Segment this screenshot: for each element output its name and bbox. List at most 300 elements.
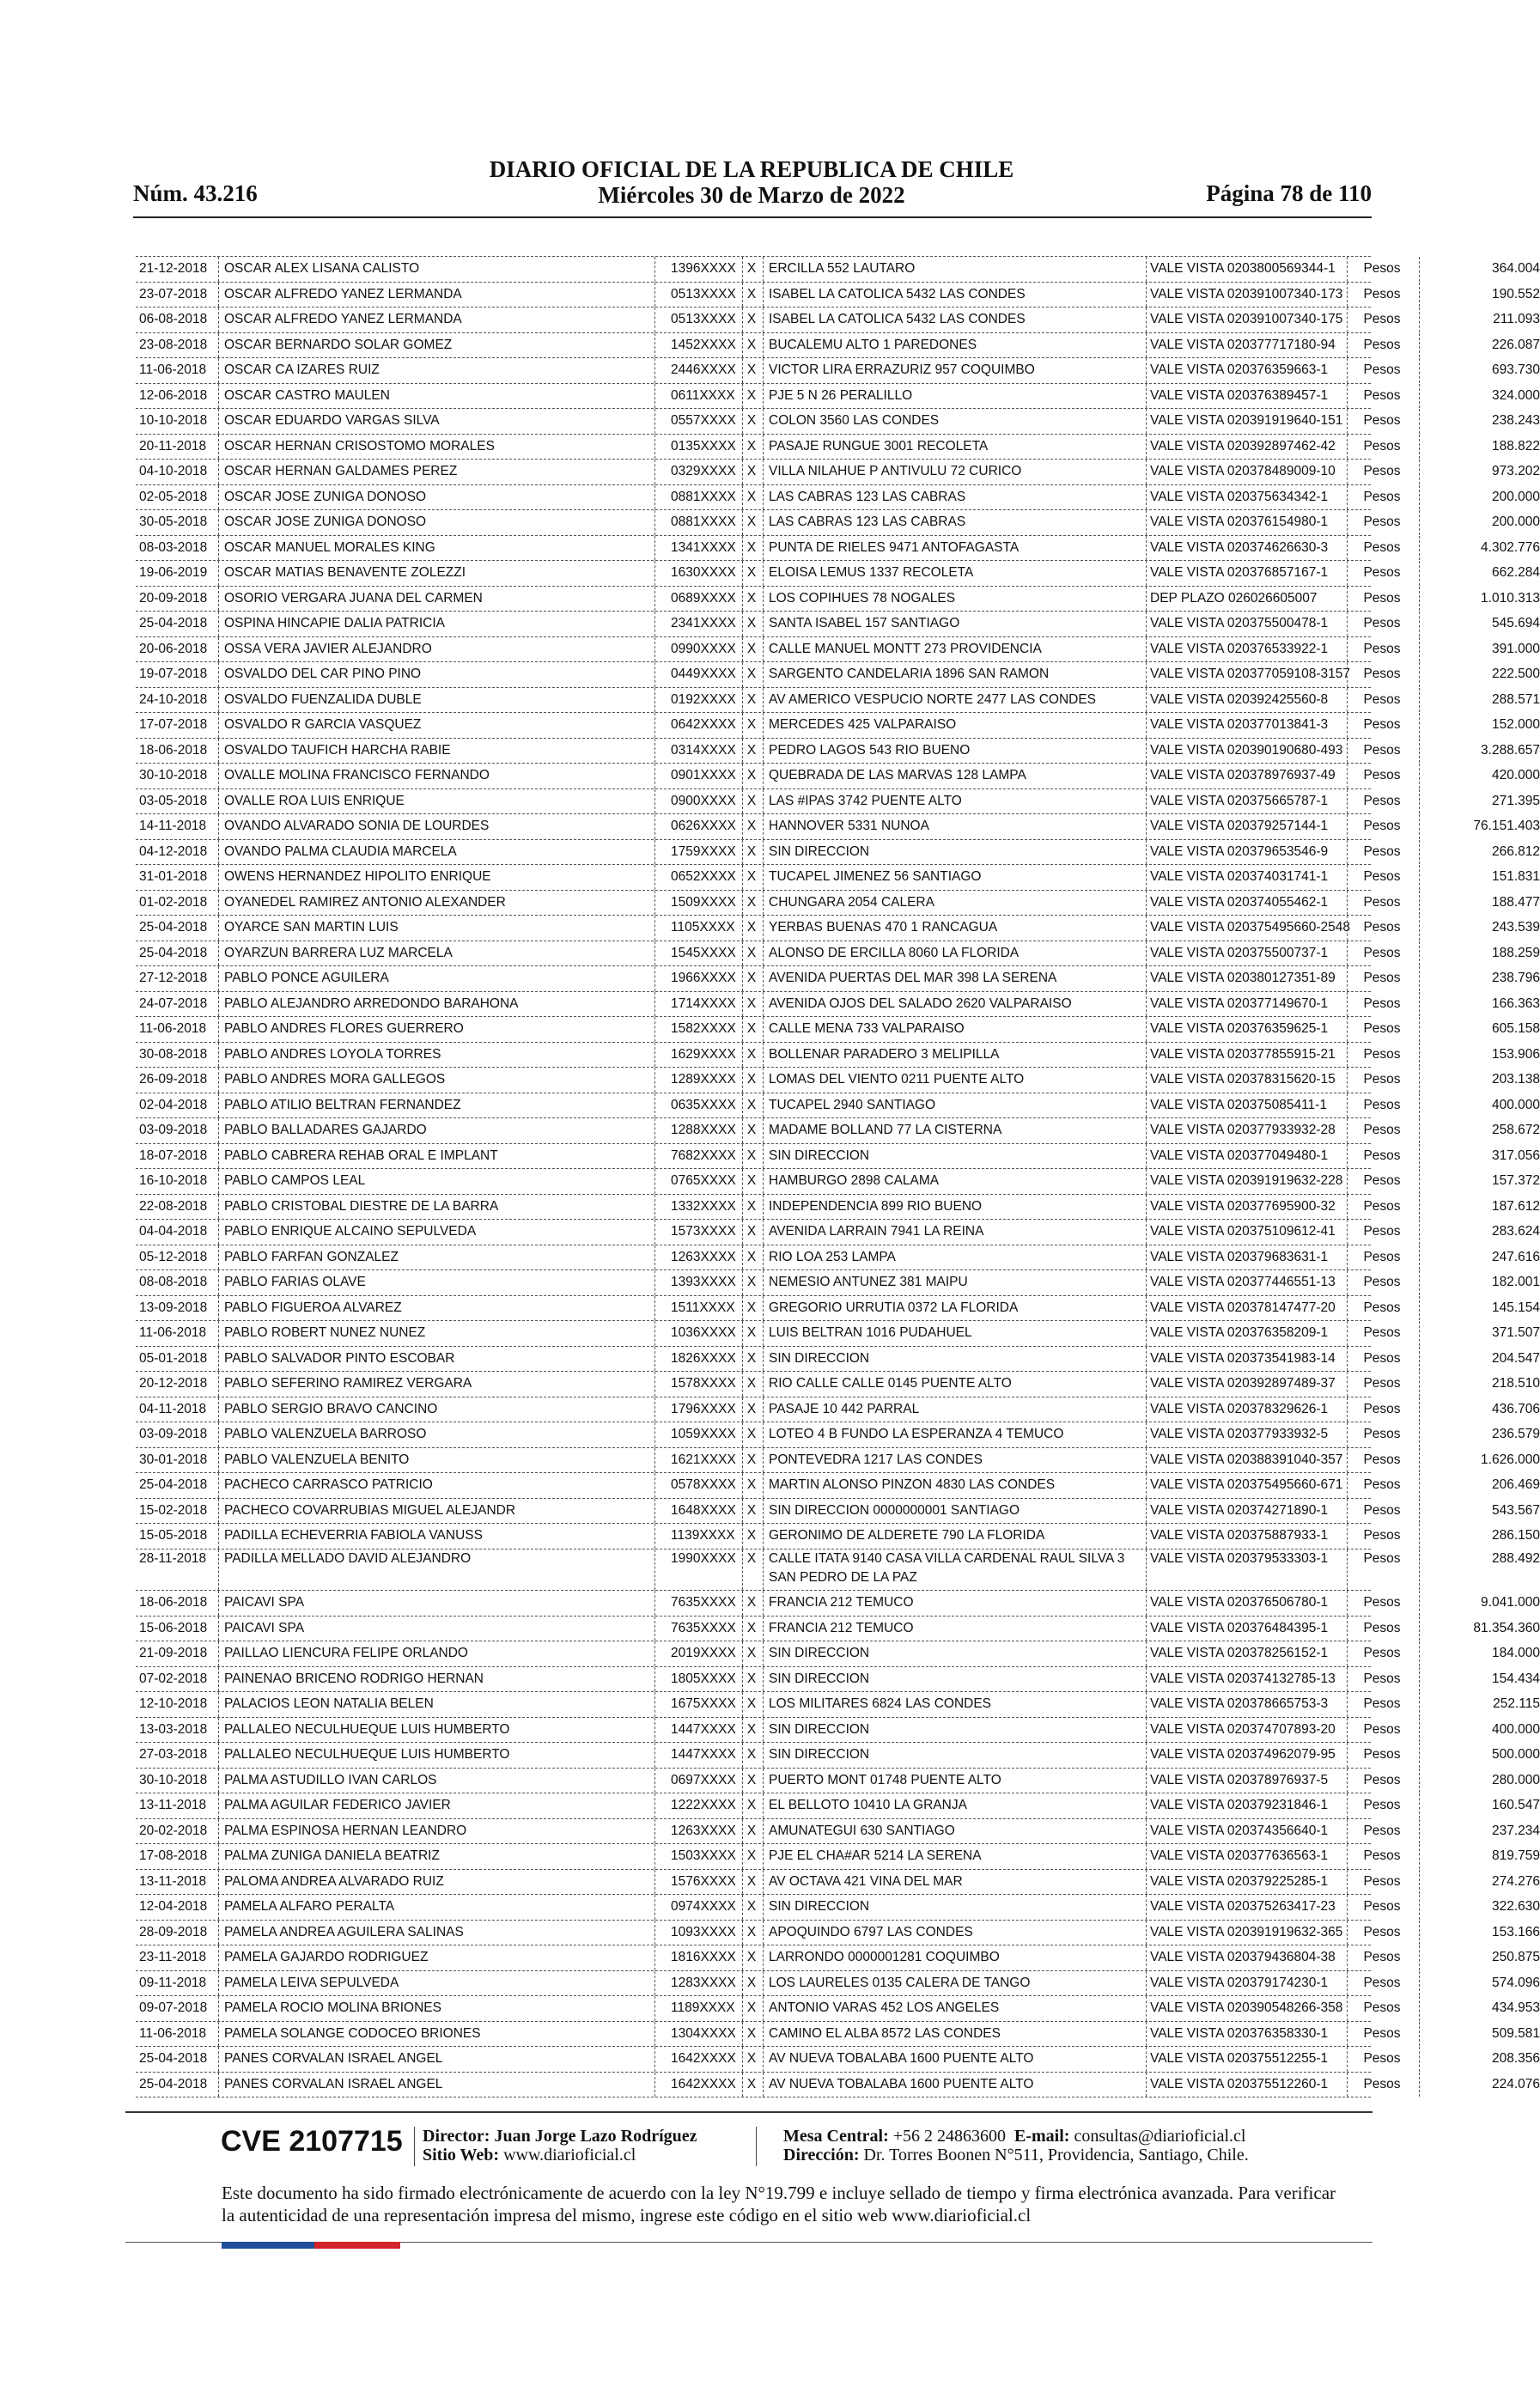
- name-cell: PALOMA ANDREA ALVARADO RUIZ: [218, 1870, 654, 1895]
- rut-cell: 1796XXXX: [654, 1397, 757, 1422]
- date-cell: 24-10-2018: [139, 691, 208, 707]
- rut-cell: 1648XXXX: [654, 1499, 757, 1524]
- table-row: [136, 333, 1540, 359]
- instrument-cell: VALE VISTA 020377049480-1: [1146, 1144, 1346, 1169]
- mark-cell: X: [742, 1499, 760, 1524]
- address-cell: LOS LAURELES 0135 CALERA DE TANGO: [763, 1971, 1147, 1996]
- rut-cell: 1511XXXX: [654, 1296, 757, 1321]
- table-row: [136, 891, 1540, 916]
- amount-cell: 208.356: [1419, 2047, 1540, 2072]
- instrument-cell: VALE VISTA 020375512255-1: [1146, 2047, 1346, 2072]
- amount-cell: 286.150: [1419, 1524, 1540, 1549]
- instrument-cell: VALE VISTA 020390190680-493: [1146, 739, 1346, 764]
- address-cell: LOS MILITARES 6824 LAS CONDES: [763, 1692, 1147, 1717]
- address-cell: SIN DIRECCION: [763, 1641, 1147, 1666]
- name-cell: OVANDO ALVARADO SONIA DE LOURDES: [218, 814, 654, 839]
- amount-cell: 391.000: [1419, 637, 1540, 662]
- date-cell: 11-06-2018: [139, 1021, 207, 1036]
- currency-cell: Pesos: [1347, 510, 1416, 535]
- name-cell: PADILLA ECHEVERRIA FABIOLA VANUSS: [218, 1524, 654, 1549]
- mark-cell: X: [742, 891, 760, 916]
- table-row: [136, 764, 1540, 789]
- instrument-cell: VALE VISTA 020377717180-94: [1146, 333, 1346, 358]
- mark-cell: X: [742, 1921, 760, 1945]
- date-cell: 12-04-2018: [139, 1899, 208, 1914]
- rut-cell: 1263XXXX: [654, 1245, 757, 1270]
- date-cell: 12-10-2018: [139, 1696, 208, 1711]
- instrument-cell: VALE VISTA 020376506780-1: [1146, 1591, 1346, 1616]
- address-cell: ALONSO DE ERCILLA 8060 LA FLORIDA: [763, 941, 1147, 966]
- table-row: [136, 2047, 1540, 2073]
- mark-cell: X: [742, 1641, 760, 1666]
- email-link[interactable]: consultas@diarioficial.cl: [1074, 2127, 1246, 2146]
- instrument-cell: VALE VISTA 020374626630-3: [1146, 536, 1346, 561]
- currency-cell: Pesos: [1347, 840, 1416, 865]
- rut-cell: 1396XXXX: [654, 257, 757, 282]
- currency-cell: Pesos: [1347, 384, 1416, 409]
- instrument-cell: VALE VISTA 020377149670-1: [1146, 992, 1346, 1017]
- address-cell: AV OCTAVA 421 VINA DEL MAR: [763, 1870, 1147, 1895]
- address-cell: LOTEO 4 B FUNDO LA ESPERANZA 4 TEMUCO: [763, 1422, 1147, 1447]
- date-cell: 20-06-2018: [139, 641, 208, 656]
- date-cell: 15-05-2018: [139, 1528, 208, 1543]
- mark-cell: X: [742, 1819, 760, 1844]
- rut-cell: 1304XXXX: [654, 2022, 757, 2047]
- address-cell: SIN DIRECCION: [763, 1144, 1147, 1169]
- rut-cell: 1139XXXX: [654, 1524, 757, 1549]
- address-cell: SANTA ISABEL 157 SANTIAGO: [763, 612, 1147, 636]
- name-cell: OSCAR HERNAN CRISOSTOMO MORALES: [218, 435, 654, 460]
- mark-cell: X: [742, 612, 760, 636]
- table-row: [136, 941, 1540, 967]
- name-cell: PABLO FIGUEROA ALVAREZ: [218, 1296, 654, 1321]
- table-row: [136, 1473, 1540, 1499]
- instrument-cell: VALE VISTA 020374055462-1: [1146, 891, 1346, 916]
- table-row: [136, 612, 1540, 637]
- mark-cell: X: [742, 2047, 760, 2072]
- date-cell: 30-01-2018: [139, 1452, 208, 1467]
- rut-cell: 1222XXXX: [654, 1793, 757, 1818]
- address-cell: QUEBRADA DE LAS MARVAS 128 LAMPA: [763, 764, 1147, 788]
- name-cell: PAMELA ALFARO PERALTA: [218, 1895, 654, 1920]
- mark-cell: X: [742, 1550, 760, 1591]
- date-cell: 11-06-2018: [139, 2025, 207, 2041]
- rut-cell: 1582XXXX: [654, 1017, 757, 1042]
- table-row: [136, 1270, 1540, 1296]
- name-cell: PADILLA MELLADO DAVID ALEJANDRO: [218, 1550, 654, 1591]
- table-row: [136, 561, 1540, 587]
- amount-cell: 400.000: [1419, 1093, 1540, 1118]
- mark-cell: X: [742, 358, 760, 383]
- amount-cell: 154.434: [1419, 1667, 1540, 1692]
- table-row: [136, 1895, 1540, 1921]
- address-cell: MARTIN ALONSO PINZON 4830 LAS CONDES: [763, 1473, 1147, 1498]
- table-row: [136, 1793, 1540, 1819]
- table-row: [136, 1550, 1540, 1592]
- address-cell: YERBAS BUENAS 470 1 RANCAGUA: [763, 916, 1147, 941]
- address-cell: LUIS BELTRAN 1016 PUDAHUEL: [763, 1321, 1147, 1346]
- rut-cell: 1576XXXX: [654, 1870, 757, 1895]
- name-cell: PALMA ESPINOSA HERNAN LEANDRO: [218, 1819, 654, 1844]
- name-cell: PABLO ENRIQUE ALCAINO SEPULVEDA: [218, 1220, 654, 1245]
- amount-cell: 145.154: [1419, 1296, 1540, 1321]
- rut-cell: 1545XXXX: [654, 941, 757, 966]
- date-cell: 05-01-2018: [139, 1350, 208, 1366]
- currency-cell: Pesos: [1347, 2073, 1416, 2098]
- table-row: [136, 460, 1540, 485]
- address-cell: BOLLENAR PARADERO 3 MELIPILLA: [763, 1043, 1147, 1068]
- table-row: [136, 1641, 1540, 1667]
- table-row: [136, 1667, 1540, 1693]
- table-row: [136, 1971, 1540, 1997]
- date-cell: 20-09-2018: [139, 590, 208, 606]
- instrument-cell: VALE VISTA 020375263417-23: [1146, 1895, 1346, 1920]
- name-cell: OSPINA HINCAPIE DALIA PATRICIA: [218, 612, 654, 636]
- amount-cell: 288.492: [1419, 1550, 1540, 1591]
- amount-cell: 226.087: [1419, 333, 1540, 358]
- address-cell: SIN DIRECCION: [763, 1347, 1147, 1372]
- name-cell: PABLO ANDRES MORA GALLEGOS: [218, 1068, 654, 1093]
- table-row: [136, 1617, 1540, 1642]
- date-cell: 15-02-2018: [139, 1502, 208, 1518]
- currency-cell: Pesos: [1347, 941, 1416, 966]
- mark-cell: X: [742, 536, 760, 561]
- mark-cell: X: [742, 1448, 760, 1473]
- mark-cell: X: [742, 662, 760, 687]
- mark-cell: X: [742, 1017, 760, 1042]
- currency-cell: Pesos: [1347, 1769, 1416, 1793]
- currency-cell: Pesos: [1347, 1169, 1416, 1194]
- rut-cell: 1759XXXX: [654, 840, 757, 865]
- currency-cell: Pesos: [1347, 789, 1416, 814]
- instrument-cell: VALE VISTA 020377013841-3: [1146, 713, 1346, 738]
- table-row: [136, 1321, 1540, 1347]
- instrument-cell: VALE VISTA 020375634342-1: [1146, 485, 1346, 510]
- name-cell: PALLALEO NECULHUEQUE LUIS HUMBERTO: [218, 1743, 654, 1768]
- amount-cell: 543.567: [1419, 1499, 1540, 1524]
- name-cell: OSCAR ALFREDO YANEZ LERMANDA: [218, 283, 654, 307]
- address-cell: INDEPENDENCIA 899 RIO BUENO: [763, 1195, 1147, 1220]
- name-cell: PAMELA ROCIO MOLINA BRIONES: [218, 1996, 654, 2021]
- mark-cell: X: [742, 840, 760, 865]
- currency-cell: Pesos: [1347, 1245, 1416, 1270]
- mark-cell: X: [742, 1971, 760, 1996]
- name-cell: OSORIO VERGARA JUANA DEL CARMEN: [218, 587, 654, 612]
- date-cell: 30-08-2018: [139, 1046, 208, 1062]
- instrument-cell: VALE VISTA 020379653546-9: [1146, 840, 1346, 865]
- address-cell: CHUNGARA 2054 CALERA: [763, 891, 1147, 916]
- table-row: [136, 256, 1540, 283]
- rut-cell: 0697XXXX: [654, 1769, 757, 1793]
- name-cell: PABLO ALEJANDRO ARREDONDO BARAHONA: [218, 992, 654, 1017]
- currency-cell: Pesos: [1347, 1372, 1416, 1397]
- amount-cell: 400.000: [1419, 1718, 1540, 1743]
- name-cell: PANES CORVALAN ISRAEL ANGEL: [218, 2073, 654, 2098]
- site-link[interactable]: www.diarioficial.cl: [503, 2146, 636, 2164]
- name-cell: OSCAR CA IZARES RUIZ: [218, 358, 654, 383]
- instrument-cell: VALE VISTA 020374132785-13: [1146, 1667, 1346, 1692]
- instrument-cell: VALE VISTA 020376533922-1: [1146, 637, 1346, 662]
- name-cell: PABLO FARFAN GONZALEZ: [218, 1245, 654, 1270]
- rut-cell: 0642XXXX: [654, 713, 757, 738]
- name-cell: OVANDO PALMA CLAUDIA MARCELA: [218, 840, 654, 865]
- mark-cell: X: [742, 1870, 760, 1895]
- mark-cell: X: [742, 1422, 760, 1447]
- instrument-cell: VALE VISTA 020391919640-151: [1146, 409, 1346, 434]
- name-cell: PALMA ZUNIGA DANIELA BEATRIZ: [218, 1844, 654, 1869]
- date-cell: 09-11-2018: [139, 1975, 207, 1990]
- address-cell: FRANCIA 212 TEMUCO: [763, 1617, 1147, 1641]
- amount-cell: 200.000: [1419, 510, 1540, 535]
- rut-cell: 2019XXXX: [654, 1641, 757, 1666]
- name-cell: PAICAVI SPA: [218, 1617, 654, 1641]
- address-cell: CAMINO EL ALBA 8572 LAS CONDES: [763, 2022, 1147, 2047]
- instrument-cell: VALE VISTA 020379231846-1: [1146, 1793, 1346, 1818]
- date-cell: 06-08-2018: [139, 312, 208, 326]
- mark-cell: X: [742, 1473, 760, 1498]
- name-cell: PALMA AGUILAR FEDERICO JAVIER: [218, 1793, 654, 1818]
- date-cell: 17-07-2018: [139, 717, 208, 732]
- date-cell: 25-04-2018: [139, 920, 208, 935]
- table-row: [136, 1524, 1540, 1550]
- mark-cell: X: [742, 688, 760, 713]
- address-cell: PASAJE 10 442 PARRAL: [763, 1397, 1147, 1422]
- instrument-cell: VALE VISTA 020378976937-5: [1146, 1769, 1346, 1793]
- currency-cell: Pesos: [1347, 1043, 1416, 1068]
- address-cell: ANTONIO VARAS 452 LOS ANGELES: [763, 1996, 1147, 2021]
- amount-cell: 288.571: [1419, 688, 1540, 713]
- amount-cell: 3.288.657: [1419, 739, 1540, 764]
- currency-cell: Pesos: [1347, 688, 1416, 713]
- director-label: Director:: [423, 2127, 490, 2146]
- date-cell: 18-06-2018: [139, 742, 208, 758]
- instrument-cell: VALE VISTA 020392425560-8: [1146, 688, 1346, 713]
- table-row: [136, 1245, 1540, 1271]
- address-cell: SIN DIRECCION 0000000001 SANTIAGO: [763, 1499, 1147, 1524]
- rut-cell: 7682XXXX: [654, 1144, 757, 1169]
- instrument-cell: VALE VISTA 020377636563-1: [1146, 1844, 1346, 1869]
- currency-cell: Pesos: [1347, 485, 1416, 510]
- rut-cell: 1966XXXX: [654, 966, 757, 991]
- mark-cell: X: [742, 1743, 760, 1768]
- instrument-cell: VALE VISTA 020377933932-5: [1146, 1422, 1346, 1447]
- amount-cell: 252.115: [1419, 1692, 1540, 1717]
- currency-cell: Pesos: [1347, 1144, 1416, 1169]
- currency-cell: Pesos: [1347, 865, 1416, 890]
- date-cell: 04-12-2018: [139, 843, 208, 859]
- instrument-cell: VALE VISTA 020378315620-15: [1146, 1068, 1346, 1093]
- rut-cell: 0881XXXX: [654, 485, 757, 510]
- date-cell: 09-07-2018: [139, 2000, 208, 2015]
- instrument-cell: VALE VISTA 020379533303-1: [1146, 1550, 1346, 1591]
- instrument-cell: VALE VISTA 020376359663-1: [1146, 358, 1346, 383]
- instrument-cell: VALE VISTA 020391919632-228: [1146, 1169, 1346, 1194]
- amount-cell: 188.822: [1419, 435, 1540, 460]
- currency-cell: Pesos: [1347, 1743, 1416, 1768]
- currency-cell: Pesos: [1347, 1448, 1416, 1473]
- rut-cell: 1447XXXX: [654, 1743, 757, 1768]
- name-cell: OSCAR EDUARDO VARGAS SILVA: [218, 409, 654, 434]
- director-name: Juan Jorge Lazo Rodríguez: [494, 2127, 697, 2146]
- date-cell: 25-04-2018: [139, 2076, 208, 2091]
- amount-cell: 266.812: [1419, 840, 1540, 865]
- name-cell: OSCAR ALEX LISANA CALISTO: [218, 257, 654, 282]
- instrument-cell: VALE VISTA 020392897489-37: [1146, 1372, 1346, 1397]
- currency-cell: Pesos: [1347, 891, 1416, 916]
- address-cell: PONTEVEDRA 1217 LAS CONDES: [763, 1448, 1147, 1473]
- instrument-cell: VALE VISTA 020376857167-1: [1146, 561, 1346, 586]
- currency-cell: Pesos: [1347, 1550, 1416, 1591]
- instrument-cell: VALE VISTA 020379683631-1: [1146, 1245, 1346, 1270]
- amount-cell: 151.831: [1419, 865, 1540, 890]
- instrument-cell: VALE VISTA 020374356640-1: [1146, 1819, 1346, 1844]
- table-row: [136, 1870, 1540, 1896]
- rut-cell: 0635XXXX: [654, 1093, 757, 1118]
- currency-cell: Pesos: [1347, 358, 1416, 383]
- amount-cell: 693.730: [1419, 358, 1540, 383]
- currency-cell: Pesos: [1347, 1118, 1416, 1143]
- mark-cell: X: [742, 1043, 760, 1068]
- rut-cell: 0689XXXX: [654, 587, 757, 612]
- table-row: [136, 1591, 1540, 1617]
- instrument-cell: VALE VISTA 020378665753-3: [1146, 1692, 1346, 1717]
- currency-cell: Pesos: [1347, 307, 1416, 332]
- page-number: Página 78 de 110: [1206, 180, 1372, 206]
- date-cell: 23-08-2018: [139, 337, 208, 352]
- mark-cell: X: [742, 1245, 760, 1270]
- table-row: [136, 587, 1540, 612]
- rut-cell: 1447XXXX: [654, 1718, 757, 1743]
- currency-cell: Pesos: [1347, 1093, 1416, 1118]
- rut-cell: 0513XXXX: [654, 307, 757, 332]
- mark-cell: X: [742, 307, 760, 332]
- issue-number: Núm. 43.216: [133, 180, 258, 206]
- currency-cell: Pesos: [1347, 1641, 1416, 1666]
- date-cell: 04-04-2018: [139, 1224, 208, 1239]
- instrument-cell: VALE VISTA 020390548266-358: [1146, 1996, 1346, 2021]
- mark-cell: X: [742, 1524, 760, 1549]
- amount-cell: 574.096: [1419, 1971, 1540, 1996]
- date-cell: 26-09-2018: [139, 1072, 208, 1087]
- footer-divider: [756, 2127, 757, 2166]
- mark-cell: X: [742, 789, 760, 814]
- date-cell: 25-04-2018: [139, 1477, 208, 1492]
- address-cell: PJE EL CHA#AR 5214 LA SERENA: [763, 1844, 1147, 1869]
- amount-cell: 157.372: [1419, 1169, 1540, 1194]
- instrument-cell: VALE VISTA 020375512260-1: [1146, 2073, 1346, 2098]
- date-cell: 03-09-2018: [139, 1123, 208, 1137]
- rut-cell: 0557XXXX: [654, 409, 757, 434]
- instrument-cell: VALE VISTA 020388391040-357: [1146, 1448, 1346, 1473]
- instrument-cell: VALE VISTA 020376358209-1: [1146, 1321, 1346, 1346]
- instrument-cell: VALE VISTA 020375495660-2548: [1146, 916, 1346, 941]
- address-value: Dr. Torres Boonen N°511, Providencia, Santiago, Chile.: [863, 2146, 1249, 2164]
- address-cell: GERONIMO DE ALDERETE 790 LA FLORIDA: [763, 1524, 1147, 1549]
- rut-cell: 0192XXXX: [654, 688, 757, 713]
- address-cell: HANNOVER 5331 NUNOA: [763, 814, 1147, 839]
- rut-cell: 1630XXXX: [654, 561, 757, 586]
- rut-cell: 1283XXXX: [654, 1971, 757, 1996]
- currency-cell: Pesos: [1347, 713, 1416, 738]
- amount-cell: 258.672: [1419, 1118, 1540, 1143]
- currency-cell: Pesos: [1347, 1397, 1416, 1422]
- instrument-cell: VALE VISTA 020377933932-28: [1146, 1118, 1346, 1143]
- currency-cell: Pesos: [1347, 1895, 1416, 1920]
- currency-cell: Pesos: [1347, 916, 1416, 941]
- date-cell: 02-05-2018: [139, 489, 208, 504]
- instrument-cell: VALE VISTA 020375109612-41: [1146, 1220, 1346, 1245]
- name-cell: PABLO CAMPOS LEAL: [218, 1169, 654, 1194]
- currency-cell: Pesos: [1347, 992, 1416, 1017]
- director-block: [423, 2127, 697, 2164]
- name-cell: PABLO PONCE AGUILERA: [218, 966, 654, 991]
- rut-cell: 0990XXXX: [654, 637, 757, 662]
- address-cell: APOQUINDO 6797 LAS CONDES: [763, 1921, 1147, 1945]
- table-row: [136, 966, 1540, 992]
- rut-cell: 7635XXXX: [654, 1617, 757, 1641]
- table-row: [136, 536, 1540, 562]
- amount-cell: 243.539: [1419, 916, 1540, 941]
- mark-cell: X: [742, 435, 760, 460]
- date-cell: 15-06-2018: [139, 1620, 208, 1635]
- address-cell: AV NUEVA TOBALABA 1600 PUENTE ALTO: [763, 2047, 1147, 2072]
- rut-cell: 1826XXXX: [654, 1347, 757, 1372]
- name-cell: PABLO FARIAS OLAVE: [218, 1270, 654, 1295]
- name-cell: OSCAR JOSE ZUNIGA DONOSO: [218, 510, 654, 535]
- records-table: [136, 256, 1540, 2098]
- rut-cell: 1805XXXX: [654, 1667, 757, 1692]
- address-cell: AV NUEVA TOBALABA 1600 PUENTE ALTO: [763, 2073, 1147, 2098]
- table-row: [136, 510, 1540, 536]
- mark-cell: X: [742, 1144, 760, 1169]
- mark-cell: X: [742, 739, 760, 764]
- amount-cell: 166.363: [1419, 992, 1540, 1017]
- amount-cell: 247.616: [1419, 1245, 1540, 1270]
- name-cell: OSVALDO TAUFICH HARCHA RABIE: [218, 739, 654, 764]
- address-cell: MADAME BOLLAND 77 LA CISTERNA: [763, 1118, 1147, 1143]
- rut-cell: 1341XXXX: [654, 536, 757, 561]
- instrument-cell: VALE VISTA 020374271890-1: [1146, 1499, 1346, 1524]
- instrument-cell: DEP PLAZO 026026605007: [1146, 587, 1346, 612]
- name-cell: OVALLE ROA LUIS ENRIQUE: [218, 789, 654, 814]
- address-cell: AV AMERICO VESPUCIO NORTE 2477 LAS CONDES: [763, 688, 1147, 713]
- table-row: [136, 789, 1540, 815]
- table-row: [136, 1448, 1540, 1474]
- currency-cell: Pesos: [1347, 1347, 1416, 1372]
- address-cell: SIN DIRECCION: [763, 1667, 1147, 1692]
- address-cell: LAS CABRAS 123 LAS CABRAS: [763, 510, 1147, 535]
- name-cell: PALLALEO NECULHUEQUE LUIS HUMBERTO: [218, 1718, 654, 1743]
- amount-cell: 153.166: [1419, 1921, 1540, 1945]
- mark-cell: X: [742, 1321, 760, 1346]
- legal-notice: Este documento ha sido firmado electrónicamente de acuerdo con la ley N°19.799 e incluye sellado de tiempo y firma electrónica avanzada. Para verificar la autenticidad de una representación impresa del mismo, ingrese este código en el sitio web www.diarioficial.cl: [222, 2183, 1336, 2225]
- rut-cell: 1642XXXX: [654, 2073, 757, 2098]
- instrument-cell: VALE VISTA 020378489009-10: [1146, 460, 1346, 484]
- rut-cell: 1452XXXX: [654, 333, 757, 358]
- table-row: [136, 1347, 1540, 1373]
- date-cell: 27-03-2018: [139, 1747, 208, 1762]
- table-row: [136, 1718, 1540, 1744]
- amount-cell: 188.259: [1419, 941, 1540, 966]
- table-row: [136, 1296, 1540, 1322]
- instrument-cell: VALE VISTA 020375887933-1: [1146, 1524, 1346, 1549]
- name-cell: PABLO VALENZUELA BARROSO: [218, 1422, 654, 1447]
- table-row: [136, 2073, 1540, 2098]
- name-cell: PAILLAO LIENCURA FELIPE ORLANDO: [218, 1641, 654, 1666]
- name-cell: PAMELA LEIVA SEPULVEDA: [218, 1971, 654, 1996]
- instrument-cell: VALE VISTA 020380127351-89: [1146, 966, 1346, 991]
- amount-cell: 1.010.313: [1419, 587, 1540, 612]
